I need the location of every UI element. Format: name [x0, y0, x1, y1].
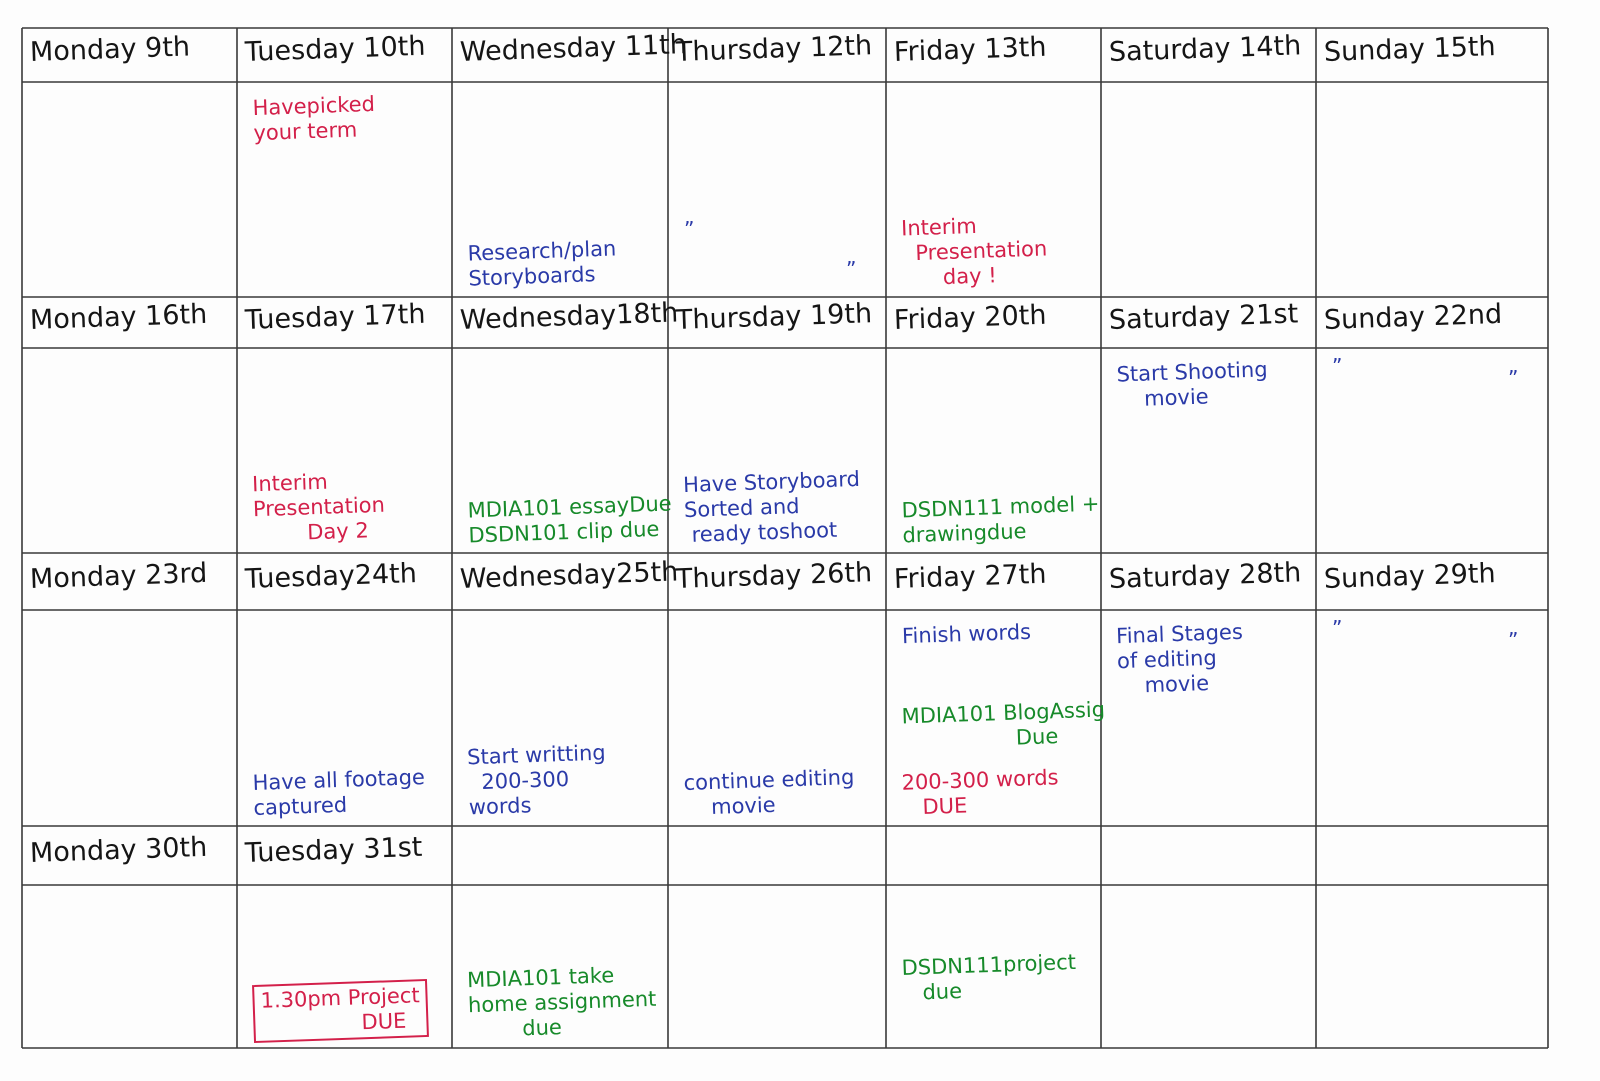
day-header [668, 826, 886, 885]
day-label: Monday 9th [29, 31, 191, 68]
day-header [22, 826, 237, 885]
ditto-mark: ” [1332, 616, 1343, 640]
day-header [1101, 553, 1316, 610]
day-cell [1316, 885, 1548, 1048]
day-label: Saturday 14th [1108, 30, 1302, 68]
day-label: Friday 27th [893, 558, 1047, 595]
day-label: Wednesday25th [459, 555, 679, 595]
note-red: Interim Presentation day ! [900, 213, 1048, 291]
day-label: Thursday 19th [675, 297, 873, 336]
ditto-mark: ” [1508, 628, 1519, 652]
day-label: Thursday 26th [675, 556, 873, 595]
day-label: Tuesday 31st [244, 831, 423, 869]
day-header [886, 553, 1101, 610]
note-green: DSDN111project due [901, 949, 1077, 1006]
day-header [886, 297, 1101, 348]
day-cell [22, 610, 237, 826]
note-blue: Start Shooting movie [1116, 357, 1268, 412]
day-header [886, 826, 1101, 885]
day-cell [668, 885, 886, 1048]
day-label: Tuesday24th [244, 557, 418, 595]
day-cell [237, 610, 452, 826]
day-header [1101, 826, 1316, 885]
day-header [452, 28, 688, 82]
ditto-mark: ” [1332, 354, 1343, 378]
note-red: Havepicked your term [252, 91, 376, 146]
note-blue: Have all footage captured [252, 765, 426, 820]
day-label: Tuesday 17th [244, 298, 426, 336]
ditto-mark: ” [684, 217, 695, 241]
day-header [237, 826, 452, 885]
day-cell [1316, 348, 1548, 553]
day-header [1316, 826, 1548, 885]
day-cell [1316, 610, 1548, 826]
day-cell [668, 82, 886, 297]
day-cell [886, 82, 1101, 297]
day-header [1316, 553, 1548, 610]
day-header [452, 826, 668, 885]
day-header [1101, 28, 1316, 82]
day-cell [886, 610, 1106, 826]
day-cell [668, 348, 886, 553]
note-green: DSDN111 model + drawingdue [901, 491, 1100, 548]
day-label: Sunday 15th [1323, 31, 1497, 68]
day-label: Monday 16th [29, 298, 208, 336]
day-label: Monday 30th [29, 831, 208, 869]
day-cell [1101, 348, 1316, 553]
day-header [668, 553, 886, 610]
note-red: 200-300 words DUE [901, 765, 1059, 820]
note-blue: Research/plan Storyboards [467, 236, 617, 291]
day-header [1101, 297, 1316, 348]
note-blue: continue editing movie [683, 765, 855, 820]
day-cell [237, 82, 452, 297]
note-red: Interim Presentation Day 2 [251, 469, 386, 547]
note-blue: Final Stages of editing movie [1115, 619, 1244, 699]
day-cell [1101, 82, 1316, 297]
note-green: MDIA101 essayDue DSDN101 clip due [467, 491, 673, 548]
day-cell [668, 610, 886, 826]
day-cell [452, 82, 668, 297]
ditto-mark: ” [846, 257, 857, 281]
day-label: Sunday 22nd [1323, 298, 1503, 336]
ditto-mark: ” [1508, 366, 1519, 390]
day-cell [1101, 610, 1316, 826]
note-blue: Have Storyboard Sorted and ready toshoot [682, 466, 861, 548]
day-cell [452, 610, 668, 826]
day-header [237, 553, 452, 610]
day-header [1316, 28, 1548, 82]
day-cell [22, 82, 237, 297]
day-label: Saturday 21st [1108, 297, 1299, 336]
day-cell [886, 885, 1101, 1048]
note-blue: Start writting 200-300 words [466, 740, 607, 820]
day-cell [1316, 82, 1548, 297]
day-cell [452, 348, 673, 553]
day-header [22, 553, 237, 610]
day-header [237, 28, 452, 82]
day-label: Monday 23rd [29, 557, 208, 595]
day-label: Wednesday18th [459, 296, 679, 336]
day-label: Friday 20th [893, 299, 1047, 336]
day-label: Saturday 28th [1108, 556, 1302, 595]
note-blue: Finish words [901, 619, 1032, 649]
day-header [668, 28, 886, 82]
day-label: Tuesday 10th [244, 30, 426, 68]
day-cell [22, 348, 237, 553]
day-label: Friday 13th [893, 31, 1047, 68]
day-header [1316, 297, 1548, 348]
day-header [22, 28, 237, 82]
day-label: Sunday 29th [1323, 557, 1497, 595]
day-cell [22, 885, 237, 1048]
day-cell [237, 348, 452, 553]
note-green: MDIA101 take home assignment due [466, 963, 657, 1043]
day-header [668, 297, 886, 348]
day-cell [452, 885, 668, 1048]
note-green: MDIA101 BlogAssig Due [901, 697, 1106, 754]
day-cell [1101, 885, 1316, 1048]
day-header [237, 297, 452, 348]
day-cell [886, 348, 1101, 553]
day-label: Thursday 12th [675, 30, 873, 68]
day-label: Wednesday 11th [459, 29, 688, 68]
day-header [452, 296, 679, 348]
day-header [452, 553, 679, 610]
day-header [886, 28, 1101, 82]
day-header [22, 297, 237, 348]
day-cell [237, 885, 452, 1048]
note-red: 1.30pm Project DUE [252, 979, 429, 1043]
